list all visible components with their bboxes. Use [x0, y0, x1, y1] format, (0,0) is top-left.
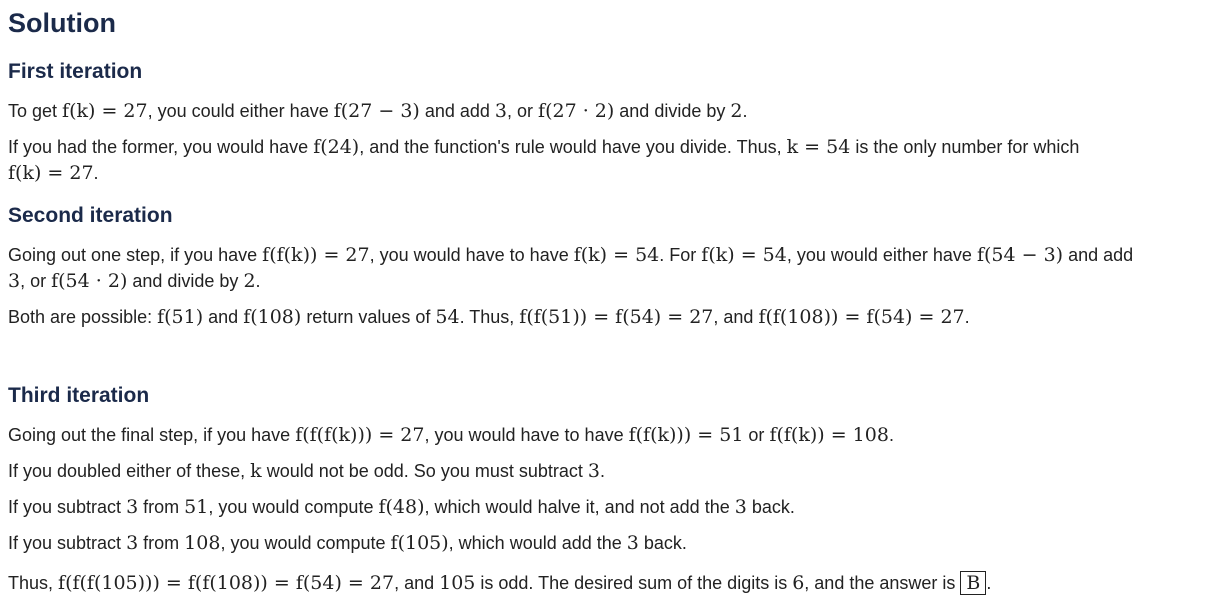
- text: and divide by: [127, 271, 244, 291]
- text: , you would compute: [220, 533, 391, 553]
- text: and add: [419, 101, 495, 121]
- paragraph: [8, 304, 970, 330]
- text: Going out one step, if you have: [8, 245, 263, 265]
- math: f(f(f(k))) = 27: [295, 424, 425, 446]
- math: f(k) = 27: [8, 162, 94, 184]
- math: 54: [435, 306, 460, 328]
- text: , and the answer is: [804, 573, 961, 593]
- math: f(f(k)) = 108: [769, 424, 889, 446]
- text: .: [964, 307, 970, 327]
- text: If you doubled either of these,: [8, 461, 251, 481]
- math: f(54 · 2): [51, 270, 128, 292]
- math: 105: [439, 572, 476, 594]
- section-heading-first-iteration: First iteration: [8, 60, 143, 83]
- text: , which would add the: [448, 533, 627, 553]
- math: f(f(k)) = 27: [262, 244, 370, 266]
- math: f(51): [157, 306, 204, 328]
- math: f(48): [378, 496, 425, 518]
- text: back.: [638, 533, 687, 553]
- math: f(f(51)) = f(54) = 27: [519, 306, 714, 328]
- math: 51: [184, 496, 209, 518]
- text: is odd. The desired sum of the digits is: [475, 573, 793, 593]
- math: k: [250, 460, 262, 482]
- math: f(k) = 54: [701, 244, 787, 266]
- text: from: [138, 497, 185, 517]
- section-heading-second-iteration: Second iteration: [8, 204, 173, 227]
- text: Both are possible:: [8, 307, 158, 327]
- text: , or: [507, 101, 539, 121]
- paragraph: [8, 134, 1079, 160]
- text: , and: [394, 573, 440, 593]
- text: , or: [20, 271, 52, 291]
- text: Thus,: [8, 573, 59, 593]
- text: , you could either have: [147, 101, 334, 121]
- text: and add: [1063, 245, 1134, 265]
- math: 6: [792, 572, 805, 594]
- math: f(27 · 2): [538, 100, 615, 122]
- math: 108: [184, 532, 221, 554]
- text: from: [138, 533, 185, 553]
- text: .: [93, 163, 99, 183]
- section-heading-third-iteration: Third iteration: [8, 384, 150, 407]
- math: 3: [626, 532, 639, 554]
- text: . Thus,: [459, 307, 520, 327]
- paragraph: [8, 494, 795, 520]
- math: 3: [8, 270, 21, 292]
- paragraph-conclusion: [8, 570, 991, 596]
- answer-box: B: [960, 571, 986, 595]
- math: 2: [730, 100, 743, 122]
- text: If you subtract: [8, 497, 127, 517]
- text: , you would compute: [208, 497, 379, 517]
- math: f(f(k))) = 51: [628, 424, 744, 446]
- paragraph: [8, 422, 894, 448]
- text: or: [743, 425, 770, 445]
- text: is the only number for which: [850, 137, 1080, 157]
- text: .: [888, 425, 894, 445]
- text: , which would halve it, and not add the: [424, 497, 735, 517]
- text: Going out the final step, if you have: [8, 425, 296, 445]
- text: .: [742, 101, 748, 121]
- math: f(f(f(105))) = f(f(108)) = f(54) = 27: [58, 572, 395, 594]
- paragraph-continuation: [8, 268, 261, 294]
- math: f(f(108)) = f(54) = 27: [758, 306, 965, 328]
- math: 2: [243, 270, 256, 292]
- text: . For: [659, 245, 702, 265]
- math: f(24): [313, 136, 360, 158]
- text: and divide by: [614, 101, 731, 121]
- paragraph: [8, 242, 1133, 268]
- text: and: [203, 307, 244, 327]
- text: , you would have to have: [369, 245, 574, 265]
- math: f(27 − 3): [333, 100, 420, 122]
- text: If you subtract: [8, 533, 127, 553]
- paragraph: [8, 458, 605, 484]
- text: return values of: [301, 307, 436, 327]
- paragraph: [8, 98, 747, 124]
- math: 3: [587, 460, 600, 482]
- math: 3: [126, 496, 139, 518]
- text: .: [599, 461, 605, 481]
- paragraph: [8, 530, 687, 556]
- text: , and the function's rule would have you divide. Thus,: [359, 137, 787, 157]
- math: k = 54: [786, 136, 851, 158]
- math: 3: [126, 532, 139, 554]
- text: , you would have to have: [424, 425, 629, 445]
- text: If you had the former, you would have: [8, 137, 314, 157]
- text: , and: [713, 307, 759, 327]
- page-title: Solution: [8, 8, 116, 38]
- math: f(k) = 54: [573, 244, 660, 266]
- text: back.: [746, 497, 795, 517]
- text: .: [986, 573, 992, 593]
- math: f(k) = 27: [62, 100, 148, 122]
- text: would not be odd. So you must subtract: [261, 461, 588, 481]
- math: 3: [734, 496, 747, 518]
- math: 3: [494, 100, 508, 122]
- math: f(105): [390, 532, 449, 554]
- text: To get: [8, 101, 63, 121]
- paragraph-continuation: [8, 160, 99, 186]
- math: f(54 − 3): [976, 244, 1064, 266]
- text: , you would either have: [786, 245, 977, 265]
- text: .: [255, 271, 261, 291]
- math: f(108): [243, 306, 302, 328]
